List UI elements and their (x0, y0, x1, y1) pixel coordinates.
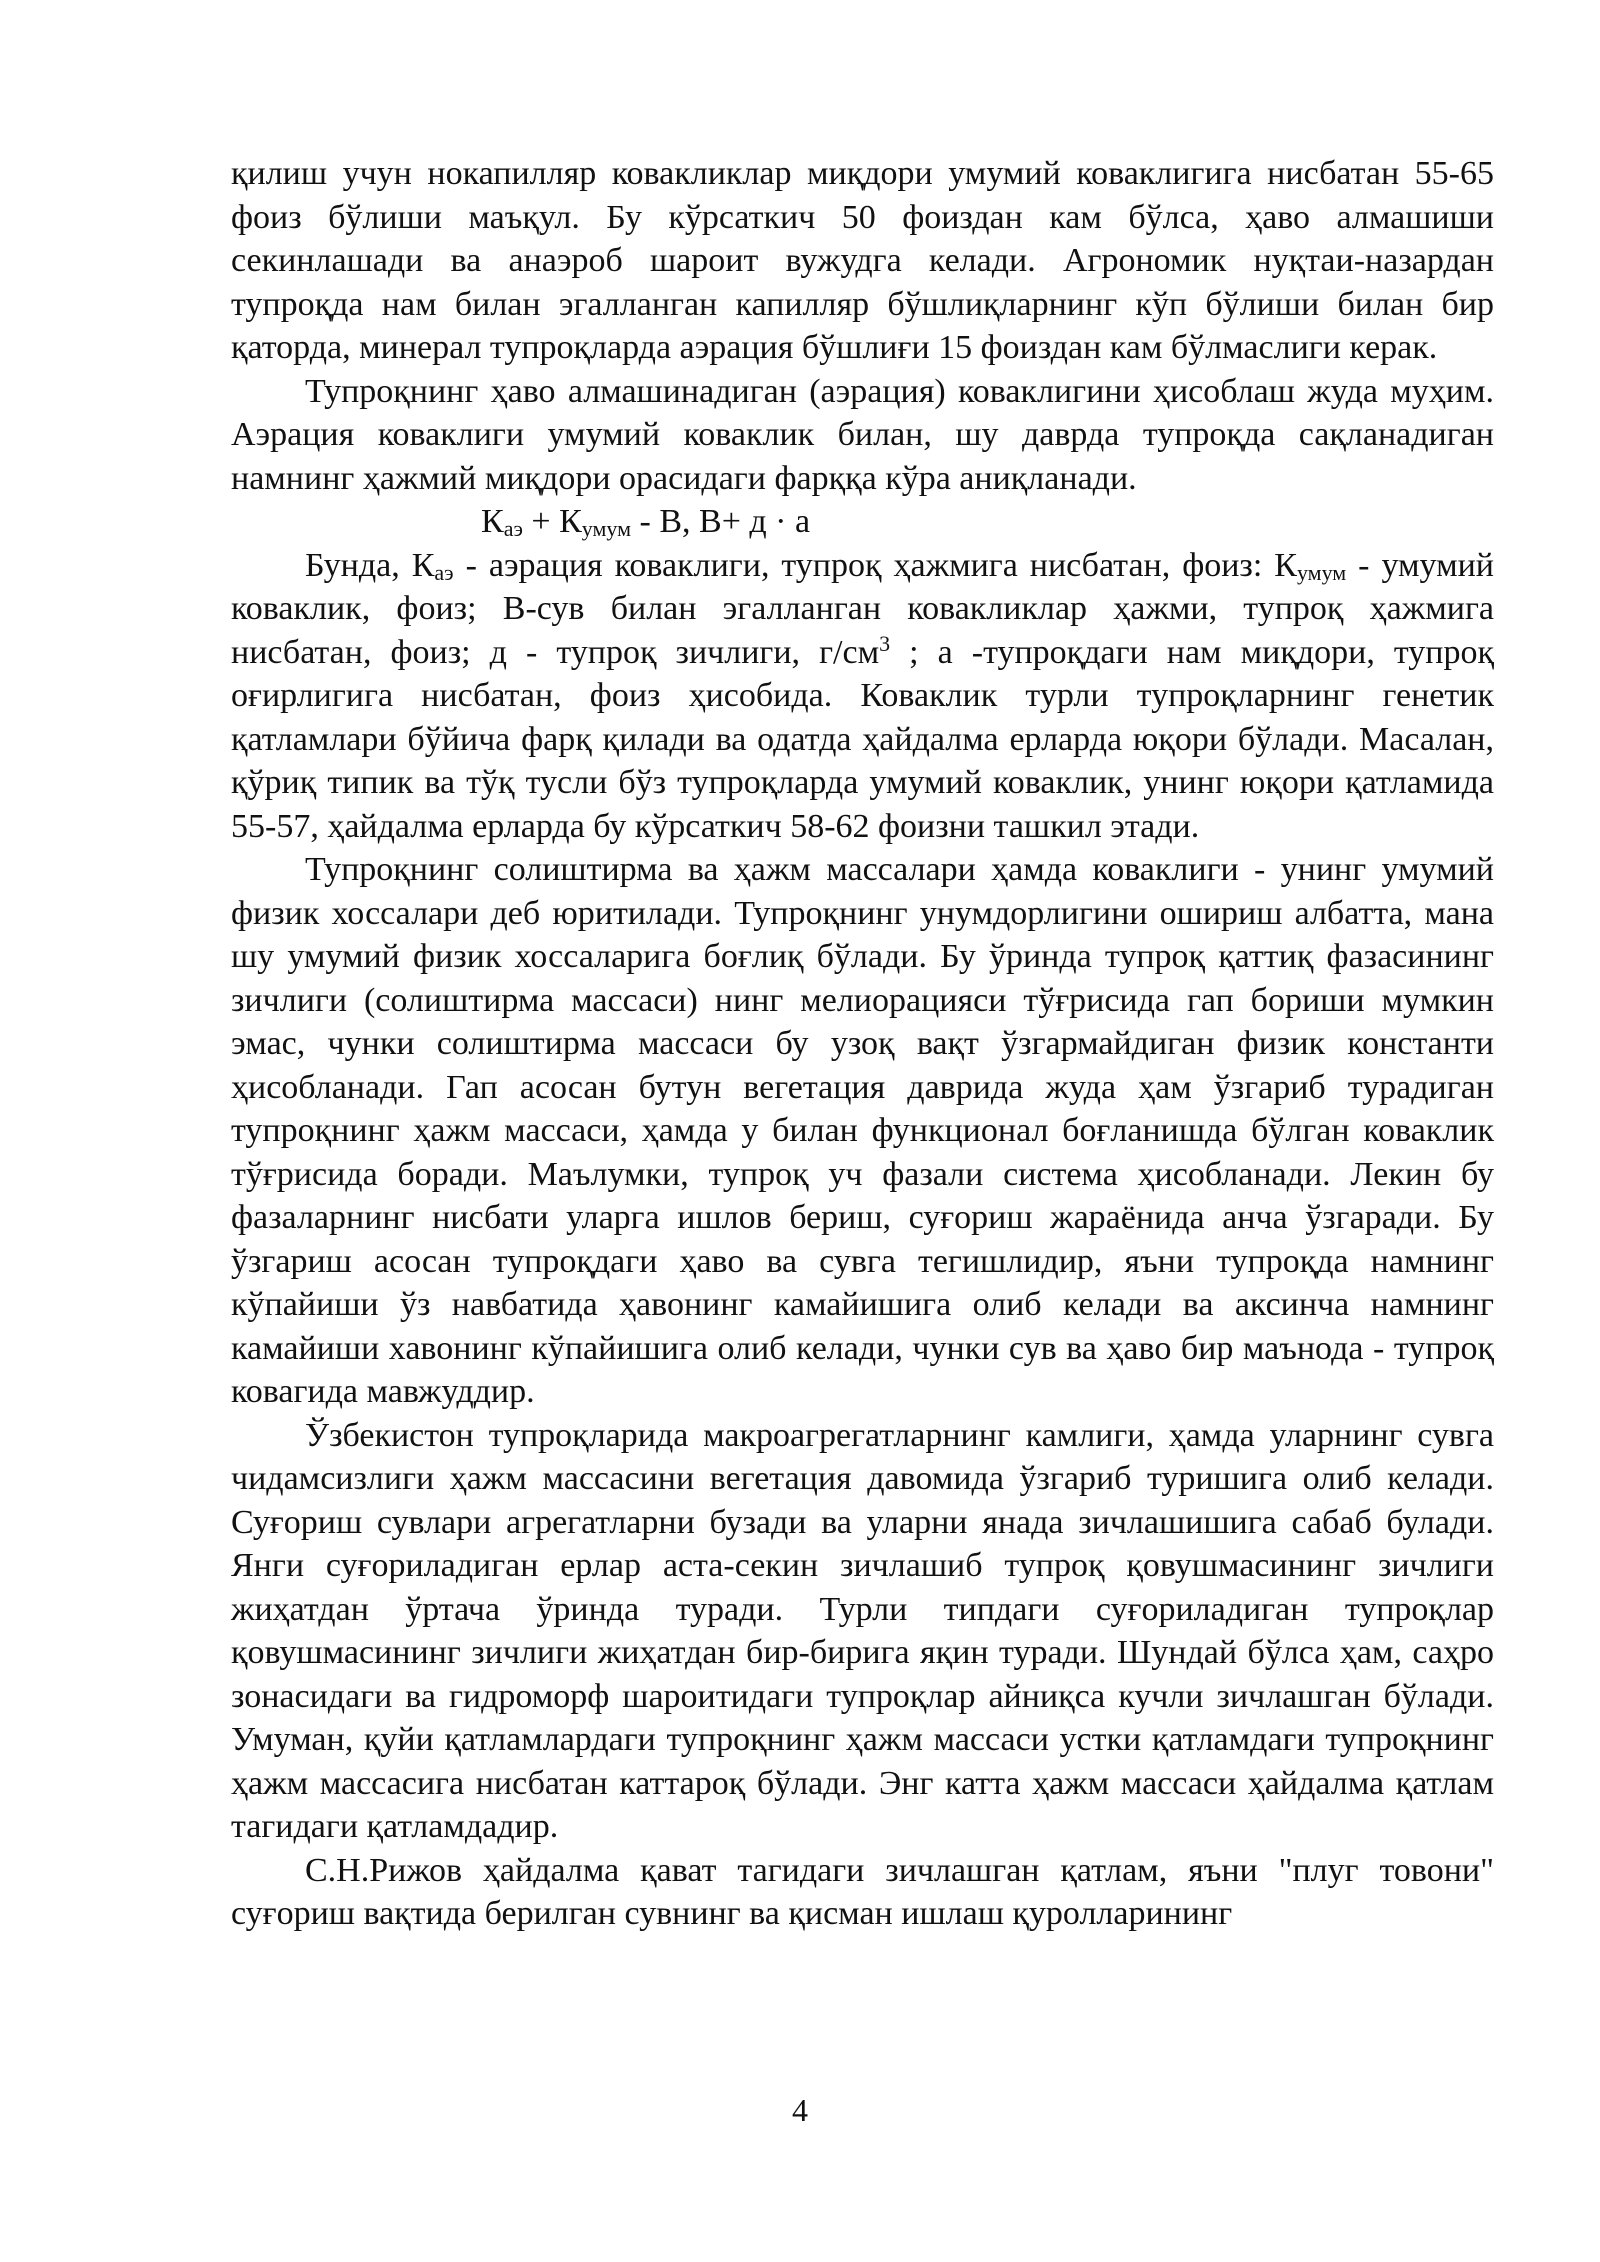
p3-sub-ae: аэ (434, 559, 454, 585)
formula-rest: - В, В+ д · а (631, 503, 811, 540)
paragraph-5: Ўзбекистон тупроқларида макроагрегатларнинг камлиги, ҳамда уларнинг сувга чидамсизлиги ҳажм массасини вегетация давомида ўзгариб туришига олиб келади. Суғориш сувлари агрегатларни бузади ва уларни янада зичлашишига сабаб булади. Янги суғориладиган ерлар аста-секин зичлашиб тупроқ қовушмасининг зичлиги жиҳатдан ўртача ўринда туради. Турли типдаги суғориладиган тупроқлар қовушмасининг зичлиги жиҳатдан бир-бирига яқин туради. Шундай бўлса ҳам, саҳро зонасидаги ва гидроморф шароитидаги тупроқлар айниқса кучли зичлашган бўлади. Умуман, қуйи қатламлардаги тупроқнинг ҳажм массаси устки қатламдаги тупроқнинг ҳажм массасига нисбатан каттароқ бўлади. Энг катта ҳажм массаси ҳайдалма қатлам тагидаги қатламдадир. (231, 1416, 1494, 1845)
formula-sub-umum: умум (581, 516, 632, 541)
p3-sub-umum: умум (1296, 559, 1347, 585)
p3-sup-3: 3 (879, 630, 891, 656)
page-number: 4 (792, 2092, 808, 2128)
formula-k: К (481, 503, 504, 540)
formula-sub-ae: аэ (503, 516, 523, 541)
p3-text-3: - умумий коваклик, фоиз; В-сув билан эгалланган ковакликлар ҳажми, тупроқ ҳажмига нисбатан, фоиз; д - тупроқ зичлиги, г/см (231, 546, 1494, 671)
paragraph-3 (231, 544, 1494, 849)
p3-text-4: ; а -тупроқдаги нам миқдори, тупроқ оғирлигига нисбатан, фоиз ҳисобида. Коваклик турли тупроқларнинг генетик қатламлари бўйича фарқ қилади ва одатда ҳайдалма ерларда юқори бўлади. Масалан, қўриқ типик ва тўқ тусли бўз тупроқларда умумий коваклик, унинг юқори қатламида 55-57, ҳайдалма ерларда бу кўрсаткич 58-62 фоизни ташкил этади. (231, 633, 1494, 845)
paragraph-1: қилиш учун нокапилляр ковакликлар миқдори умумий коваклигига нисбатан 55-65 фоиз бўлиши маъқул. Бу кўрсаткич 50 фоиздан кам бўлса, ҳаво алмашиши секинлашади ва анаэроб шароит вужудга келади. Агрономик нуқтаи-назардан тупроқда нам билан эгалланган капилляр бўшлиқларнинг кўп бўлиши билан бир қаторда, минерал тупроқларда аэрация бўшлиғи 15 фоиздан кам бўлмаслиги керак. (231, 155, 1494, 366)
document-page (231, 152, 1494, 1936)
p3-text-1: Бунда, К (305, 546, 435, 584)
p3-text-2: - аэрация коваклиги, тупроқ ҳажмига нисбатан, фоиз: К (453, 546, 1297, 584)
aeration-formula (231, 500, 1494, 544)
formula-plus-k: + К (522, 503, 582, 540)
paragraph-2: Тупроқнинг ҳаво алмашинадиган (аэрация) коваклигини ҳисоблаш жуда муҳим. Аэрация коваклиги умумий коваклик билан, шу даврда тупроқда сақланадиган намнинг ҳажмий миқдори орасидаги фарққа кўра аниқланади. (231, 372, 1494, 497)
paragraph-4: Тупроқнинг солиштирма ва ҳажм массалари ҳамда коваклиги - унинг умумий физик хоссалари деб юритилади. Тупроқнинг унумдорлигини ошириш албатта, мана шу умумий физик хоссаларига боғлиқ бўлади. Бу ўринда тупроқ қаттиқ фазасининг зичлиги (солиштирма массаси) нинг мелиорацияси тўғрисида гап бориши мумкин эмас, чунки солиштирма массаси бу узоқ вақт ўзгармайдиган физик константи ҳисобланади. Гап асосан бутун вегетация даврида жуда ҳам ўзгариб турадиган тупроқнинг ҳажм массаси, ҳамда у билан функционал боғланишда бўлган коваклик тўғрисида боради. Маълумки, тупроқ уч фазали система ҳисобланади. Лекин бу фазаларнинг нисбати уларга ишлов бериш, суғориш жараёнида анча ўзгаради. Бу ўзгариш асосан тупроқдаги ҳаво ва сувга тегишлидир, яъни тупроқда намнинг кўпайиши ўз навбатида ҳавонинг камайишига олиб келади ва аксинча намнинг камайиши хавонинг кўпайишига олиб келади, чунки сув ва ҳаво бир маънода - тупроқ ковагида мавжуддир. (231, 851, 1494, 1410)
paragraph-6: С.Н.Рижов ҳайдалма қават тагидаги зичлашган қатлам, яъни "плуг товони" суғориш вақтида берилган сувнинг ва қисман ишлаш қуролларининг (231, 1851, 1494, 1932)
